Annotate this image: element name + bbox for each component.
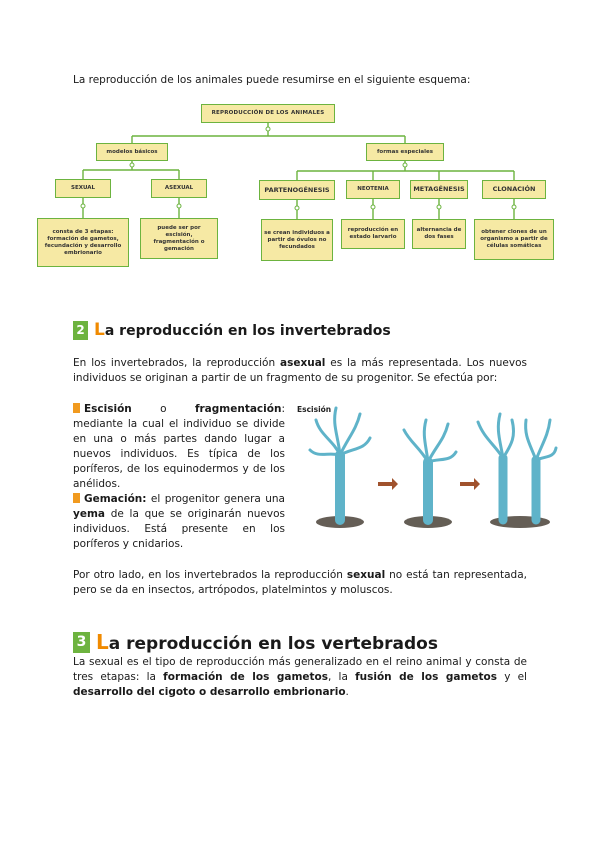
map-sexual-desc: consta de 3 etapas: formación de gametos, fecundación y desarrollo embrionario <box>37 218 129 267</box>
section2-heading <box>73 320 391 340</box>
map-neotenia-desc: reproducción en estado larvario <box>341 219 405 249</box>
bullet-marker <box>73 493 80 503</box>
section2-title: La reproducción en los invertebrados <box>94 320 391 340</box>
section2-paragraph2: Por otro lado, en los invertebrados la reproducción sexual no está tan representada, pero se da en insectos, artrópodos, platelmintos y moluscos. <box>73 569 527 596</box>
map-partenogenesis-desc: se crean individuos a partir de óvulos no fecundados <box>261 219 333 261</box>
bullet-escision: Escisión o fragmentación: mediante la cual el individuo se divide en una o más partes dando lugar a nuevos individuos. Es típica de los poríferos, de los equinodermos y de los anélidos. <box>73 403 285 490</box>
map-sexual: SEXUAL <box>55 179 111 198</box>
map-clonacion-desc: obtener clones de un organismo a partir de células somáticas <box>474 219 554 260</box>
bullet-marker <box>73 403 80 413</box>
map-asexual: ASEXUAL <box>151 179 207 198</box>
map-clonacion: CLONACIÓN <box>482 180 546 199</box>
section3-paragraph: La sexual es el tipo de reproducción más generalizado en el reino animal y consta de tres etapas: la formación de los gametos, la fusión de los gametos y el desarrollo del cigoto o desarrollo embrionario. <box>73 656 527 698</box>
map-formas-especiales: formas especiales <box>366 143 444 161</box>
map-partenogenesis: PARTENOGÉNESIS <box>259 180 335 200</box>
section2-number: 2 <box>73 321 88 340</box>
map-modelos-basicos: modelos básicos <box>96 143 168 161</box>
map-metagenesis-desc: alternancia de dos fases <box>412 219 466 249</box>
figure-label: Escisión <box>297 405 332 414</box>
map-asexual-desc: puede ser por escisión, fragmentación o gemación <box>140 218 218 259</box>
section3-heading <box>73 630 438 654</box>
map-root: REPRODUCCIÓN DE LOS ANIMALES <box>201 104 335 123</box>
section2-paragraph1: En los invertebrados, la reproducción asexual es la más representada. Los nuevos individuos se originan a partir de un fragmento de su progenitor. Se efectúa por: <box>73 357 527 384</box>
intro-text: La reproducción de los animales puede resumirse en el siguiente esquema: <box>73 74 471 86</box>
section3-number: 3 <box>73 632 90 653</box>
hydra-escision-illustration <box>298 400 558 532</box>
map-metagenesis: METAGÉNESIS <box>410 180 468 199</box>
bullet-gemacion: Gemación: el progenitor genera una yema de la que se originarán nuevos individuos. Está presente en los poríferos y cnidarios. <box>73 493 285 550</box>
map-neotenia: NEOTENIA <box>346 180 400 199</box>
section3-title: La reproducción en los vertebrados <box>96 630 438 654</box>
